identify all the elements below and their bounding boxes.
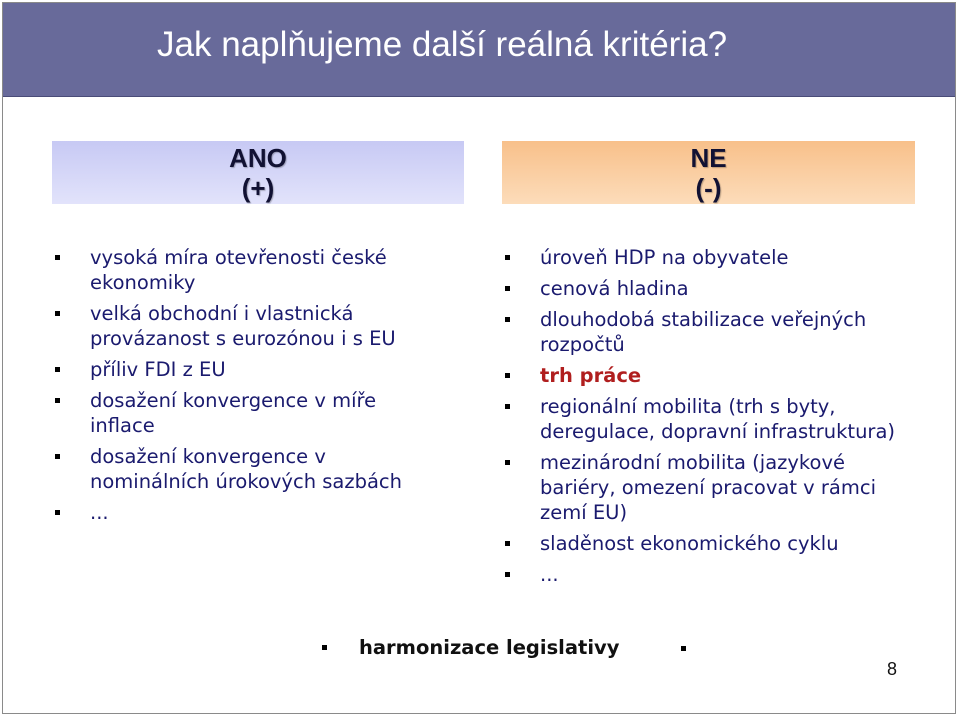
bullet-icon: [55, 510, 60, 515]
bullet-icon: [505, 255, 510, 260]
bullet-icon: [55, 367, 60, 372]
list-item: úroveň HDP na obyvatele: [505, 245, 925, 270]
bullet-icon: [55, 398, 60, 403]
column-header-no: [502, 141, 915, 204]
bullet-icon: [505, 286, 510, 291]
column-header-yes: [52, 141, 464, 204]
list-item: ...: [505, 562, 925, 587]
column-header-yes-sign: (+): [241, 172, 275, 203]
column-header-no-label: NE: [690, 142, 727, 173]
list-item: příliv FDI z EU: [55, 357, 445, 382]
bullet-icon: [505, 373, 510, 378]
list-item-highlighted: trh práce: [505, 363, 925, 388]
bullet-icon: [505, 460, 510, 465]
bullet-icon: [55, 311, 60, 316]
slide-title: Jak naplňujeme další reálná kritéria?: [157, 25, 728, 64]
list-no: [505, 245, 925, 593]
list-item: dlouhodobá stabilizace veřejných rozpočtů: [505, 307, 925, 357]
footer-text: harmonizace legislativy: [359, 636, 620, 659]
bullet-icon: [322, 645, 327, 650]
bullet-icon: [505, 317, 510, 322]
column-header-no-sign: (-): [695, 172, 722, 203]
list-yes: [55, 245, 445, 531]
bullet-icon: [505, 572, 510, 577]
list-item: cenová hladina: [505, 276, 925, 301]
list-item: dosažení konvergence v míře inflace: [55, 388, 445, 438]
column-header-yes-label: ANO: [229, 142, 287, 173]
list-item: velká obchodní i vlastnická provázanost s eurozónou i s EU: [55, 301, 445, 351]
list-item: vysoká míra otevřenosti české ekonomiky: [55, 245, 445, 295]
bullet-icon: [55, 255, 60, 260]
bullet-icon: [505, 541, 510, 546]
bullet-icon: [55, 454, 60, 459]
title-bar: [3, 3, 955, 97]
list-item: regionální mobilita (trh s byty, deregulace, dopravní infrastruktura): [505, 394, 925, 444]
list-item: dosažení konvergence v nominálních úrokových sazbách: [55, 444, 445, 494]
list-item: sladěnost ekonomického cyklu: [505, 531, 925, 556]
list-item: ...: [55, 500, 445, 525]
page-number: 8: [887, 659, 898, 679]
list-item: mezinárodní mobilita (jazykové bariéry, omezení pracovat v rámci zemí EU): [505, 450, 925, 525]
footer-item: [322, 636, 619, 659]
bullet-icon: [505, 404, 510, 409]
bullet-icon: [681, 646, 686, 651]
